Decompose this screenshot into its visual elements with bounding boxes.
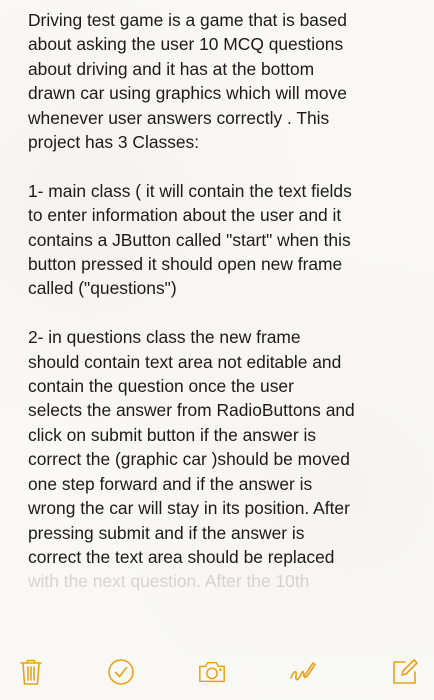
note-line: 2- in questions class the new frame (28, 327, 301, 348)
note-line: project has 3 Classes: (28, 132, 200, 153)
note-line: button pressed it should open new frame (28, 254, 343, 275)
note-line: correct the text area should be replaced (28, 546, 335, 567)
note-line: correct the (graphic car )should be moved (28, 449, 350, 470)
note-line: 1- main class ( it will contain the text fields (28, 180, 352, 201)
compose-icon (391, 658, 419, 686)
camera-icon (197, 659, 227, 685)
paragraph-gap (28, 154, 418, 178)
pen-scribble-icon (288, 658, 316, 686)
sketch-button[interactable] (287, 657, 317, 687)
note-line-under-toolbar: with the next question. After the 10th (28, 571, 310, 592)
note-line: one step forward and if the answer is (28, 473, 313, 494)
new-note-button[interactable] (390, 657, 420, 687)
trash-icon (19, 658, 43, 686)
checklist-button[interactable] (106, 657, 136, 687)
note-line: click on submit button if the answer is (28, 424, 317, 445)
note-line: called ("questions") (28, 278, 177, 299)
paragraph-gap (28, 301, 418, 325)
note-line: about driving and it has at the bottom (28, 58, 315, 79)
note-line: contain the question once the user (28, 376, 294, 397)
note-line: selects the answer from RadioButtons and (28, 400, 355, 421)
note-line: wrong the car will stay in its position. After (28, 498, 350, 519)
note-line: to enter information about the user and it (28, 205, 342, 226)
note-line: Driving test game is a game that is based (28, 10, 347, 30)
camera-button[interactable] (197, 657, 227, 687)
bottom-toolbar (0, 641, 434, 700)
note-line: whenever user answers correctly . This (28, 107, 330, 128)
note-line: drawn car using graphics which will move (28, 83, 347, 104)
note-line: pressing submit and if the answer is (28, 522, 305, 543)
checkmark-icon (107, 658, 135, 686)
note-line: contains a JButton called "start" when this (28, 229, 351, 250)
note-line: about asking the user 10 MCQ questions (28, 34, 344, 55)
delete-note-button[interactable] (16, 657, 46, 687)
note-line: should contain text area not editable and (28, 351, 342, 372)
note-body[interactable] (28, 8, 418, 594)
